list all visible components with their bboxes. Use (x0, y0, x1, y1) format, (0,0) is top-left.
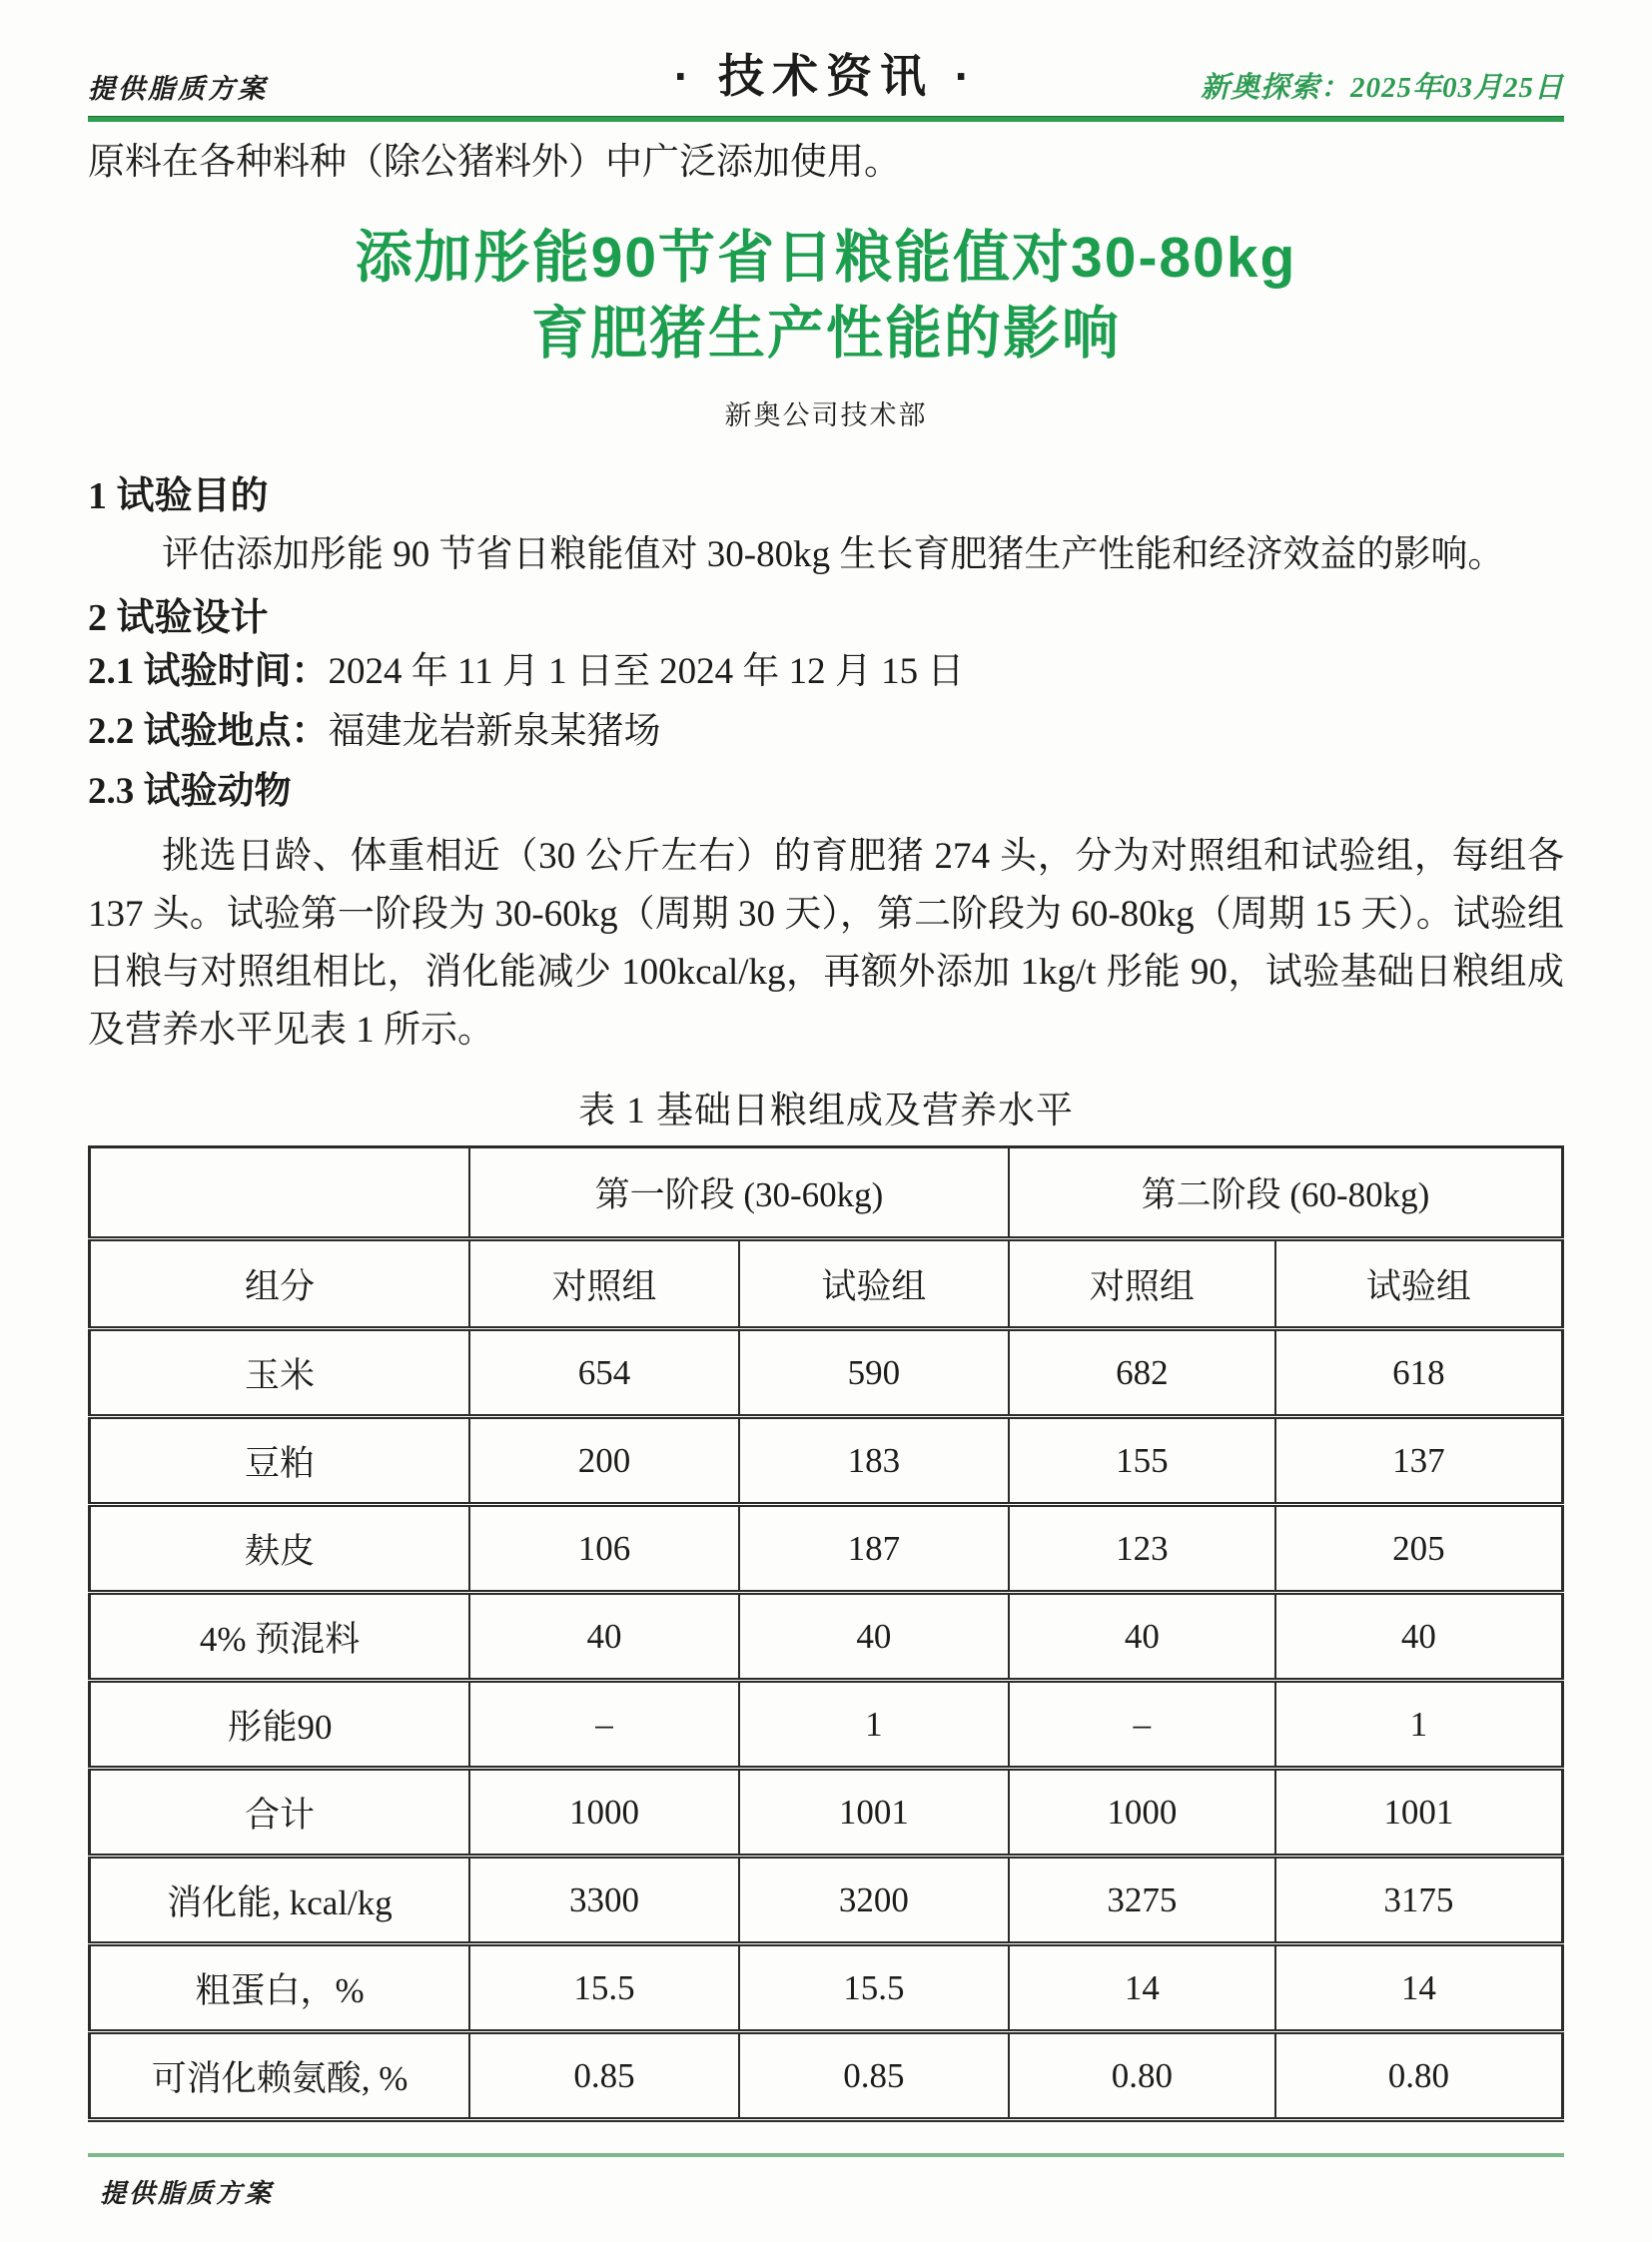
byline: 新奥公司技术部 (724, 400, 928, 430)
row-label: 玉米 (245, 1355, 316, 1395)
section2-2-line (88, 702, 1564, 762)
section2-1-value: 2024 年 11 月 1 日至 2024 年 12 月 15 日 (328, 651, 965, 692)
page-header (88, 40, 1564, 106)
section1-heading: 1 试验目的 (88, 475, 269, 517)
row-label: 彤能90 (227, 1707, 333, 1747)
cell: 14 (1009, 1944, 1275, 2032)
stage1-header: 第一阶段 (30-60kg) (469, 1147, 1009, 1239)
stage-blank-cell (90, 1147, 470, 1239)
footer-rule (88, 2153, 1564, 2157)
header-rule (88, 116, 1564, 122)
table-row (90, 1505, 1563, 1593)
cell: 183 (739, 1417, 1009, 1505)
col-header-control-1: 对照组 (469, 1239, 739, 1329)
section2-3-body: 挑选日龄、体重相近（30 公斤左右）的育肥猪 274 头，分为对照组和试验组，每组各 137 头。试验第一阶段为 30-60kg（周期 30 天），第二阶段为 60-80kg（周期 15 天）。试验组日粮与对照组相比，消化能减少 100kcal/kg，再额外添加 1kg/t 彤能 90，试验基础日粮组成及营养水平见表 1 所示。 (88, 836, 1564, 1051)
cell: 40 (469, 1593, 739, 1681)
article-title-line2: 育肥猪生产性能的影响 (531, 302, 1121, 366)
cell: 0.80 (1009, 2032, 1275, 2120)
cell: 0.85 (739, 2032, 1009, 2120)
intro-sentence: 原料在各种料种（除公猪料外）中广泛添加使用。 (88, 142, 901, 183)
section2-1-line (88, 642, 1564, 702)
table-row (90, 1417, 1563, 1505)
cell: 682 (1009, 1329, 1275, 1417)
cell: 0.80 (1275, 2032, 1563, 2120)
section2-2-value: 福建龙岩新泉某猪场 (328, 711, 661, 752)
col-header-trial-1: 试验组 (739, 1239, 1009, 1329)
cell: 205 (1275, 1505, 1563, 1593)
cell: 40 (739, 1593, 1009, 1681)
cell: 654 (469, 1329, 739, 1417)
section2-1-label: 2.1 试验时间： (88, 651, 329, 692)
row-label: 合计 (245, 1795, 316, 1835)
cell: 40 (1275, 1593, 1563, 1681)
cell: 3275 (1009, 1857, 1275, 1944)
cell: 1000 (469, 1769, 739, 1857)
cell: 1 (739, 1681, 1009, 1769)
table-row (90, 1681, 1563, 1769)
cell: 187 (739, 1505, 1009, 1593)
cell: 1001 (739, 1769, 1009, 1857)
cell: 3200 (739, 1857, 1009, 1944)
cell: 0.85 (469, 2032, 739, 2120)
col-header-component: 组分 (245, 1266, 316, 1306)
section2-heading: 2 试验设计 (88, 597, 269, 639)
section2-2-label: 2.2 试验地点： (88, 711, 329, 752)
table-caption: 表 1 基础日粮组成及营养水平 (578, 1091, 1074, 1131)
cell: 123 (1009, 1505, 1275, 1593)
row-label: 可消化赖氨酸, % (151, 2058, 409, 2098)
section2-3-heading: 2.3 试验动物 (88, 771, 292, 812)
cell: 200 (469, 1417, 739, 1505)
table-row (90, 1769, 1563, 1857)
table-stage-header-row (90, 1147, 1563, 1239)
cell: 14 (1275, 1944, 1563, 2032)
cell: 40 (1009, 1593, 1275, 1681)
footer-slogan: 提供脂质方案 (100, 2179, 275, 2208)
row-label: 4% 预混料 (199, 1619, 361, 1659)
header-center-title: · 技术资讯 · (673, 50, 979, 102)
article-title-line1: 添加彤能90节省日粮能值对30-80kg (355, 226, 1297, 290)
cell: 106 (469, 1505, 739, 1593)
cell: 15.5 (469, 1944, 739, 2032)
cell: 1001 (1275, 1769, 1563, 1857)
table-column-header-row (90, 1239, 1563, 1329)
row-label: 麸皮 (245, 1531, 316, 1571)
cell: 590 (739, 1329, 1009, 1417)
col-header-trial-2: 试验组 (1275, 1239, 1563, 1329)
header-left-slogan: 提供脂质方案 (88, 74, 268, 104)
table-row (90, 2032, 1563, 2120)
row-label: 豆粕 (245, 1443, 316, 1483)
cell: – (469, 1681, 739, 1769)
article-title (88, 220, 1564, 372)
table-row (90, 1857, 1563, 1944)
table-row (90, 1329, 1563, 1417)
table-row (90, 1593, 1563, 1681)
cell: 1 (1275, 1681, 1563, 1769)
cell: 137 (1275, 1417, 1563, 1505)
stage2-header: 第二阶段 (60-80kg) (1009, 1147, 1563, 1239)
cell: 3300 (469, 1857, 739, 1944)
row-label: 消化能, kcal/kg (167, 1882, 393, 1922)
diet-composition-table (88, 1145, 1564, 2122)
header-date: 新奥探索：2025年03月25日 (1201, 72, 1565, 104)
cell: 1000 (1009, 1769, 1275, 1857)
col-header-control-2: 对照组 (1009, 1239, 1275, 1329)
table-row (90, 1944, 1563, 2032)
row-label: 粗蛋白，% (195, 1970, 365, 2010)
cell: 3175 (1275, 1857, 1563, 1944)
cell: – (1009, 1681, 1275, 1769)
section1-body: 评估添加彤能 90 节省日粮能值对 30-80kg 生长育肥猪生产性能和经济效益的影响。 (162, 534, 1505, 575)
cell: 15.5 (739, 1944, 1009, 2032)
cell: 155 (1009, 1417, 1275, 1505)
cell: 618 (1275, 1329, 1563, 1417)
